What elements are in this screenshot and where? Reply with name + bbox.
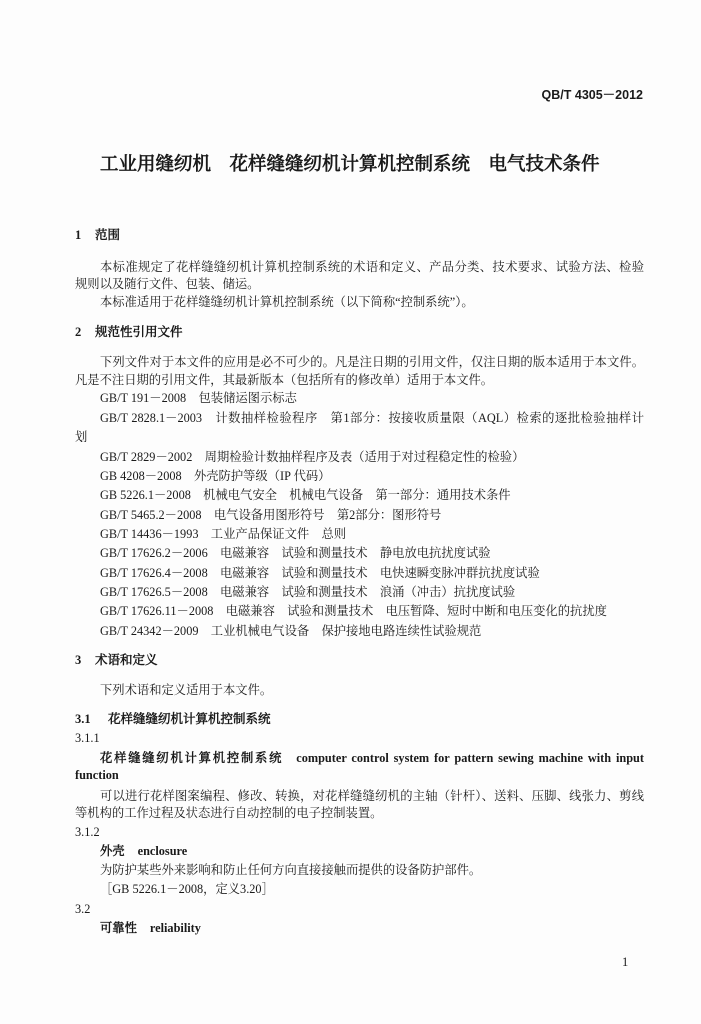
page-number: 1 [622, 955, 629, 969]
term-chinese: 花样缝缝纫机计算机控制系统 [100, 751, 284, 765]
definition-line: 等机构的工作过程及状态进行自动控制的电子控制装置。 [75, 806, 383, 820]
section-heading: 范围 [95, 228, 121, 242]
definition-line: 为防护某些外来影响和防止任何方向直接接触而提供的设备防护部件。 [100, 863, 482, 877]
section-number: 1 [75, 228, 82, 242]
paragraph: 下列术语和定义适用于本文件。 [100, 683, 273, 697]
term-line [100, 750, 644, 766]
clause-number: 3.1.2 [75, 825, 100, 839]
reference-item: GB/T 17626.5－2008 电磁兼容 试验和测量技术 浪涌（冲击）抗扰度试验 [100, 585, 516, 599]
paragraph-line: 本标准规定了花样缝缝纫机计算机控制系统的术语和定义、产品分类、技术要求、试验方法、检验 [100, 260, 644, 274]
paragraph-line: 规则以及随行文件、包装、储运。 [75, 277, 260, 291]
term-english: enclosure [137, 844, 188, 858]
reference-item: GB/T 2828.1－2003 计数抽样检验程序 第1部分：按接收质量限（AQL）检索的逐批检验抽样计 [100, 411, 644, 425]
term-line [100, 843, 187, 859]
term-line [100, 920, 201, 936]
term-chinese: 外壳 [100, 844, 125, 858]
clause-number: 3.1 [75, 712, 91, 726]
definition-source: ［GB 5226.1－2008，定义3.20］ [100, 882, 274, 896]
reference-item: GB/T 24342－2009 工业机械电气设备 保护接地电路连续性试验规范 [100, 624, 482, 638]
reference-item: GB/T 191－2008 包装储运图示标志 [100, 391, 297, 405]
section-number: 3 [75, 653, 82, 667]
section-number: 2 [75, 325, 82, 339]
standard-number: QB/T 4305－2012 [541, 88, 643, 102]
paragraph-line: 凡是不注日期的引用文件，其最新版本（包括所有的修改单）适用于本文件。 [75, 373, 494, 387]
reference-item: GB 5226.1－2008 机械电气安全 机械电气设备 第一部分：通用技术条件 [100, 488, 511, 502]
clause-number: 3.1.1 [75, 731, 100, 745]
section-heading: 规范性引用文件 [95, 325, 183, 339]
term-english: reliability [149, 921, 201, 935]
section-heading: 术语和定义 [95, 653, 158, 667]
reference-item: GB/T 17626.11－2008 电磁兼容 试验和测量技术 电压暂降、短时中断和电压变化的抗扰度 [100, 604, 607, 618]
reference-item: GB/T 5465.2－2008 电气设备用图形符号 第2部分：图形符号 [100, 508, 442, 522]
paragraph-line: 下列文件对于本文件的应用是必不可少的。凡是注日期的引用文件，仅注日期的版本适用于本文件。 [100, 355, 644, 369]
reference-item-continuation: 划 [75, 430, 88, 444]
term-chinese: 可靠性 [100, 921, 137, 935]
reference-item: GB/T 2829－2002 周期检验计数抽样程序及表（适用于对过程稳定性的检验） [100, 450, 525, 464]
term-english: computer control system for pattern sewing machine with input [296, 751, 644, 765]
clause-number: 3.2 [75, 902, 91, 916]
term-english-continuation: function [75, 768, 119, 782]
document-title: 工业用缝纫机 花样缝缝纫机计算机控制系统 电气技术条件 [100, 155, 600, 175]
reference-item: GB/T 14436－1993 工业产品保证文件 总则 [100, 527, 347, 541]
reference-item: GB/T 17626.2－2006 电磁兼容 试验和测量技术 静电放电抗扰度试验 [100, 546, 491, 560]
clause-heading: 花样缝缝纫机计算机控制系统 [108, 712, 271, 726]
reference-item: GB 4208－2008 外壳防护等级（IP 代码） [100, 469, 331, 483]
reference-item: GB/T 17626.4－2008 电磁兼容 试验和测量技术 电快速瞬变脉冲群抗扰度试验 [100, 566, 540, 580]
paragraph: 本标准适用于花样缝缝纫机计算机控制系统（以下简称“控制系统”）。 [100, 295, 474, 309]
definition-line: 可以进行花样图案编程、修改、转换，对花样缝缝纫机的主轴（针杆）、送料、压脚、线张力、剪线 [100, 789, 644, 803]
